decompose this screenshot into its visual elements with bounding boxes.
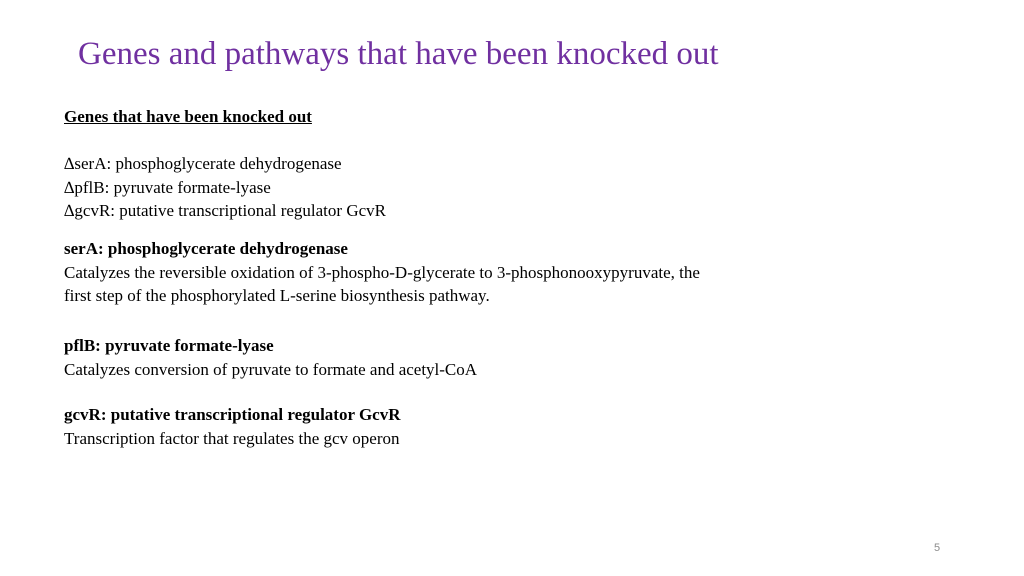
gene-title-pflb: pflB: pyruvate formate-lyase <box>64 336 274 355</box>
knockout-section-heading: Genes that have been knocked out <box>64 107 312 126</box>
knockout-gene-list <box>64 152 386 223</box>
gene-description-line: Catalyzes the reversible oxidation of 3-phospho-D-glycerate to 3-phosphonooxypyruvate, the <box>64 262 700 282</box>
page-number: 5 <box>934 542 941 554</box>
knockout-item-sera: ∆serA: phosphoglycerate dehydrogenase <box>64 154 342 173</box>
gene-description-line: first step of the phosphorylated L-serine biosynthesis pathway. <box>64 286 490 305</box>
knockout-item-pflb: ∆pflB: pyruvate formate-lyase <box>64 177 271 197</box>
gene-title-sera: serA: phosphoglycerate dehydrogenase <box>64 239 348 258</box>
knockout-item-gcvr: ∆gcvR: putative transcriptional regulator GcvR <box>64 201 386 220</box>
gene-description-line: Catalyzes conversion of pyruvate to formate and acetyl-CoA <box>64 359 478 379</box>
gene-title-gcvr: gcvR: putative transcriptional regulator GcvR <box>64 405 401 424</box>
gene-block-sera <box>64 237 824 308</box>
slide-title: Genes and pathways that have been knocked out <box>78 36 719 72</box>
gene-block-pflb <box>64 334 824 381</box>
gene-description-line: Transcription factor that regulates the gcv operon <box>64 428 400 448</box>
gene-block-gcvr <box>64 403 824 450</box>
